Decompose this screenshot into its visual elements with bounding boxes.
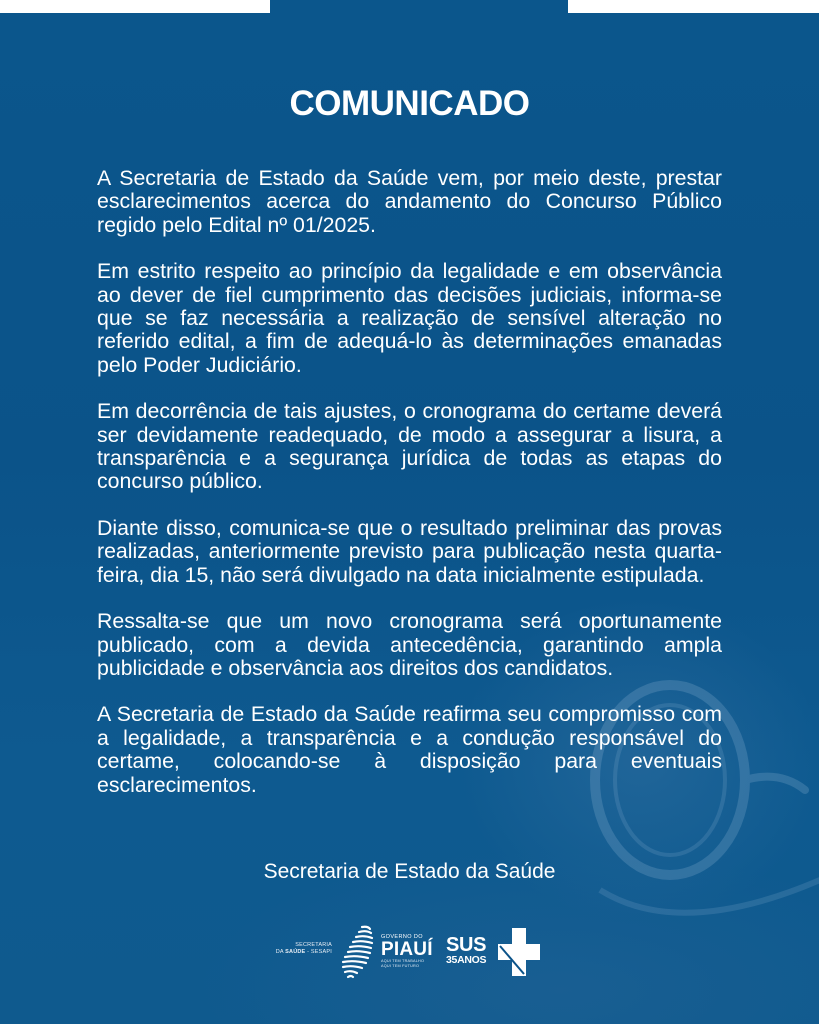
sesapi-line1: SECRETARIA xyxy=(295,942,332,948)
sus-name: SUS xyxy=(446,934,487,956)
sesapi-logo xyxy=(262,942,332,956)
paragraph-commitment: A Secretaria de Estado da Saúde reafirma seu compromisso com a legalidade, a transparência e a condução responsável do certame, colocando-se à disposição para eventuais esclarecimentos. xyxy=(97,702,722,797)
paragraph-results: Diante disso, comunica-se que o resultado preliminar das provas realizadas, anteriormente previsto para publicação nesta quarta-feira, dia 15, não será divulgado na data inicialmente estipulada. xyxy=(97,515,722,587)
piaui-map-icon xyxy=(340,924,380,980)
signature: Secretaria de Estado da Saúde xyxy=(263,860,556,883)
piaui-gov-label: GOVERNO DO xyxy=(381,934,423,940)
paragraph-schedule: Em decorrência de tais ajustes, o cronograma do certame deverá ser devidamente readequado, de modo a assegurar a lisura, a transparência e a segurança jurídica de todas as etapas do concurso público. xyxy=(97,399,722,494)
piaui-slogan-2: AQUI TEM FUTURO xyxy=(381,963,420,968)
sesapi-suffix: - SESAPI xyxy=(305,949,332,955)
top-bar-right xyxy=(568,0,819,13)
sus-anniversary: 35ANOS xyxy=(446,954,487,966)
paragraph-new-schedule: Ressalta-se que um novo cronograma será oportunamente publicado, com a devida antecedência, garantindo ampla publicidade e observância aos direitos dos candidatos. xyxy=(97,609,722,680)
sesapi-prefix: DA xyxy=(275,949,286,955)
sus-logo-text xyxy=(446,936,486,966)
piaui-slogan-1: AQUI TEM TRABALHO xyxy=(381,959,425,963)
sesapi-line2 xyxy=(262,949,332,956)
piaui-name: PIAUÍ xyxy=(381,939,433,960)
piaui-logo-text xyxy=(381,934,441,968)
communique-body xyxy=(97,167,722,820)
footer-logos xyxy=(0,924,819,980)
page-title: COMUNICADO xyxy=(289,84,530,123)
top-bar-left xyxy=(0,0,270,13)
paragraph-legality: Em estrito respeito ao princípio da legalidade e em observância ao dever de fiel cumprimento das decisões judiciais, informa-se que se faz necessária a realização de sensível alteração no referido edital, a fim de adequá-lo às determinações emanadas pelo Poder Judiciário. xyxy=(97,259,722,377)
sesapi-bold: SAÚDE xyxy=(285,949,306,955)
sus-cross-icon xyxy=(498,928,540,976)
paragraph-intro: A Secretaria de Estado da Saúde vem, por meio deste, prestar esclarecimentos acerca do andamento do Concurso Público regido pelo Edital nº 01/2025. xyxy=(97,166,722,237)
